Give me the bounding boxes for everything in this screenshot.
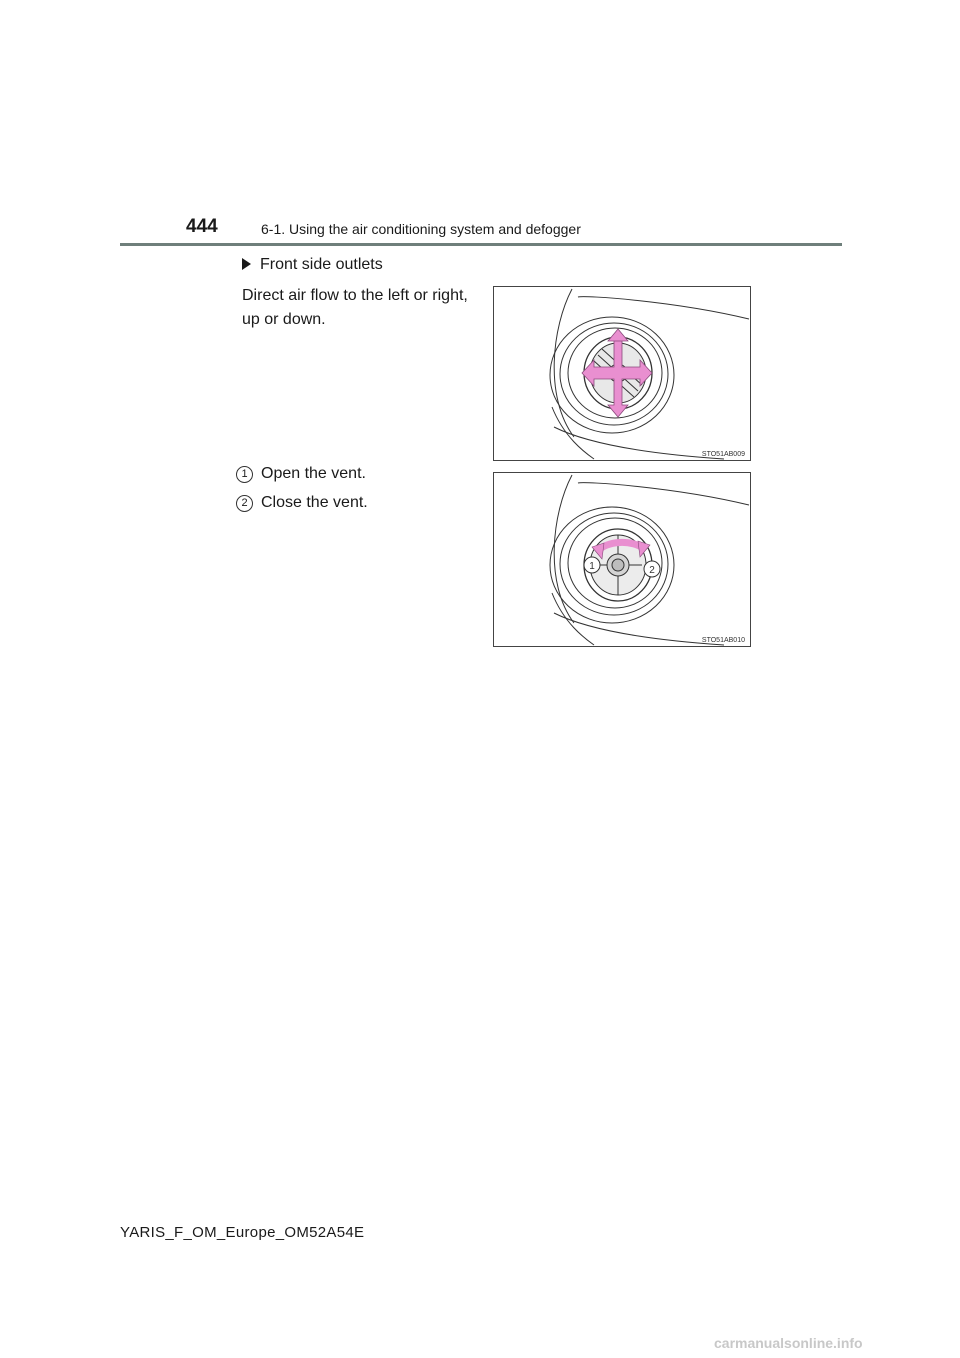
triangle-bullet-icon (242, 258, 251, 270)
figure-code-1: STO51AB009 (701, 451, 745, 458)
paragraph-line-1: Direct air flow to the left or right, (242, 287, 468, 304)
watermark: carmanualsonline.info (714, 1335, 863, 1351)
document-id: YARIS_F_OM_Europe_OM52A54E (120, 1224, 365, 1241)
vent-direction-illustration (494, 287, 750, 460)
step-1 (236, 465, 366, 483)
step-2 (236, 494, 368, 512)
page-number: 444 (186, 216, 218, 237)
figure-vent-open-close (493, 472, 751, 647)
subheading-text: Front side outlets (260, 256, 383, 273)
section-title: 6-1. Using the air conditioning system and defogger (261, 221, 581, 237)
subheading (242, 256, 383, 274)
step-number-2: 2 (236, 495, 253, 512)
instruction-paragraph (242, 284, 482, 332)
callout-1: 1 (589, 561, 595, 572)
step-text-1: Open the vent. (261, 465, 366, 482)
figure-code-2: STO51AB010 (701, 637, 745, 644)
callout-2: 2 (649, 565, 655, 576)
step-number-1: 1 (236, 466, 253, 483)
step-text-2: Close the vent. (261, 494, 368, 511)
header-divider (120, 243, 842, 246)
vent-dial-illustration (494, 473, 750, 646)
figure-vent-direction (493, 286, 751, 461)
paragraph-line-2: up or down. (242, 311, 326, 328)
